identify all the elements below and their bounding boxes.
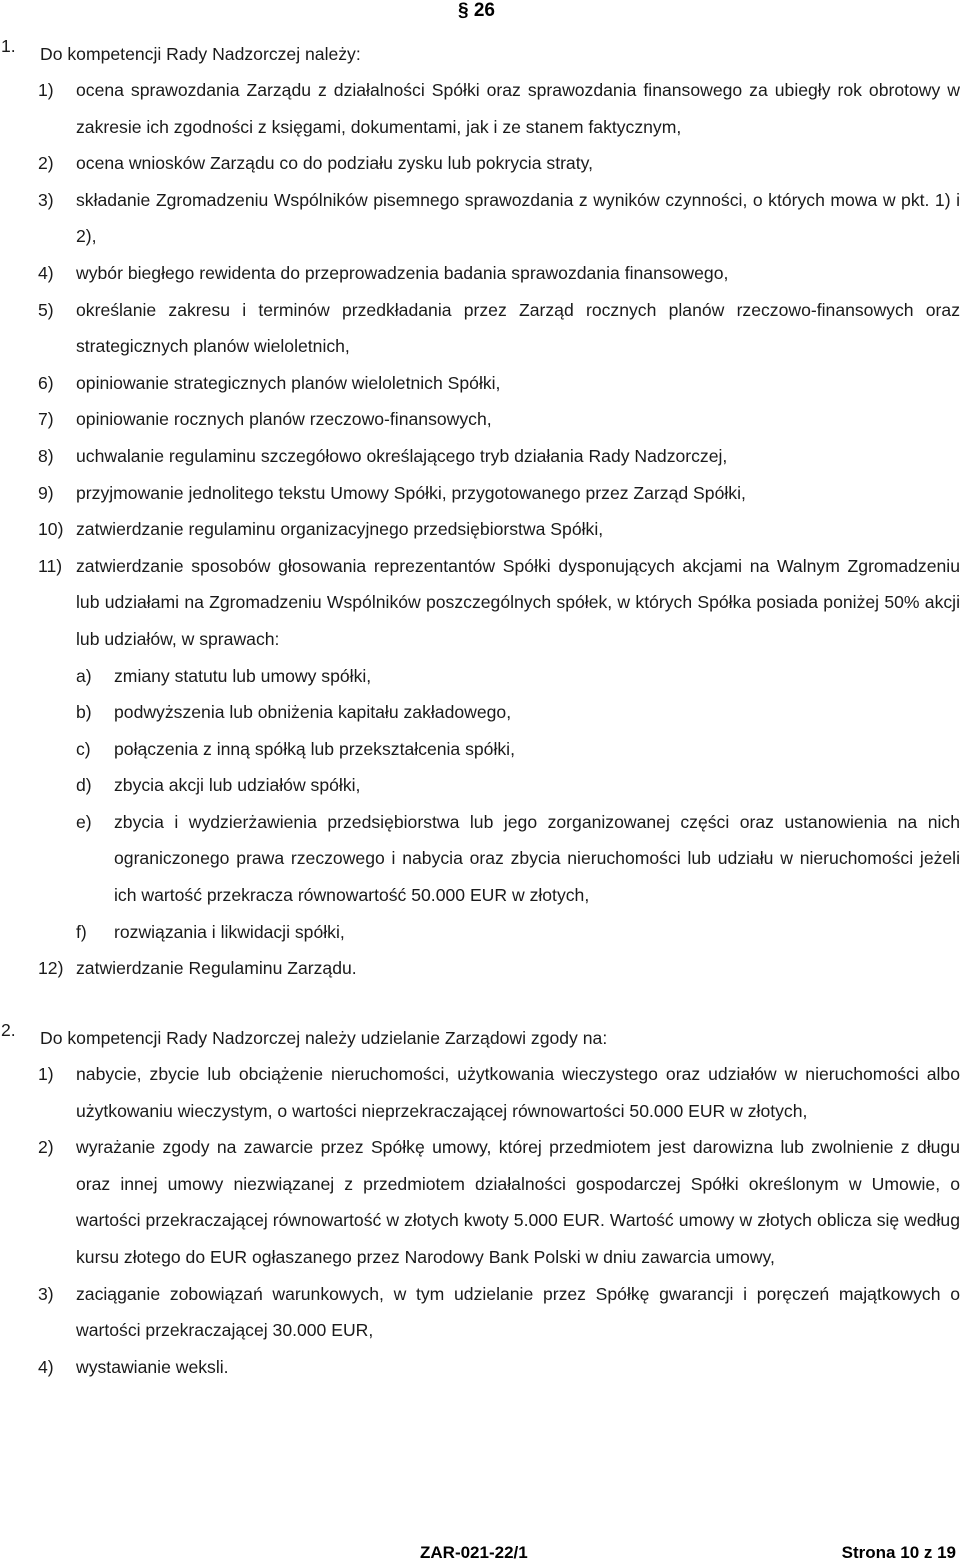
item-number: 3) [38,1283,54,1304]
section-heading: § 26 [458,0,495,21]
item-text: składanie Zgromadzeniu Wspólników pisemnego sprawozdania z wyników czynności, o których mowa w pkt. 1) i 2), [76,189,960,247]
sub-item-text: zmiany statutu lub umowy spółki, [114,665,372,686]
sub-item-text: zbycia i wydzierżawienia przedsiębiorstwa lub jego zorganizowanej części oraz ustanowienia na nich ograniczonego prawa rzeczowego i nabycia oraz zbycia nieruchomości lub udziału w nieruchomości jeżeli ich wartość przekracza równowartość 50.000 EUR w złotych, [114,811,960,906]
sub-item-letter: a) [76,665,92,686]
sub-item [76,731,960,768]
consent-list [8,1056,960,1385]
list-item [38,72,960,145]
item-number: 3) [38,189,54,210]
item-text: uchwalanie regulaminu szczegółowo określającego tryb działania Rady Nadzorczej, [76,445,728,466]
sub-item [76,767,960,804]
item-text: wyrażanie zgody na zawarcie przez Spółkę umowy, której przedmiotem jest darowizna lub zwolnienie z długu oraz innej umowy niezwiązanej z przedmiotem działalności gospodarczej Spółki określonym w Umowie, o wartości przekraczającej równowartość w złotych kwoty 5.000 EUR. Wartość umowy w złotych oblicza się według kursu złotego do EUR ogłaszanego przez Narodowy Bank Polski w dniu zawarcia umowy, [76,1137,960,1267]
item-number: 10) [38,519,64,540]
sub-item-letter: d) [76,775,92,796]
item-number: 1) [38,80,54,100]
item-number: 4) [38,262,54,283]
list-item [38,548,960,951]
section-number: 2. [1,1020,16,1040]
sub-item [76,694,960,731]
item-number: 7) [38,409,54,430]
document-code: ZAR-021-22/1 [420,1543,528,1562]
item-text: określanie zakresu i terminów przedkładania przez Zarząd rocznych planów rzeczowo-finansowych oraz strategicznych planów wieloletnich, [76,299,960,357]
item-number: 2) [38,1137,54,1158]
list-item [38,1276,960,1349]
item-text: nabycie, zbycie lub obciążenie nieruchomości, użytkowania wieczystego oraz udziałów w nieruchomości albo użytkowaniu wieczystym, o wartości nieprzekraczającej równowartości 50.000 EUR w złotych, [76,1064,960,1121]
sub-item [76,914,960,951]
sub-item-text: zbycia akcji lub udziałów spółki, [114,775,361,796]
sub-item-letter: b) [76,702,92,723]
section-item [1,1020,960,1385]
item-text: wybór biegłego rewidenta do przeprowadzenia badania sprawozdania finansowego, [76,262,729,283]
sub-item-text: rozwiązania i likwidacji spółki, [114,921,345,942]
item-text: zatwierdzanie regulaminu organizacyjnego przedsiębiorstwa Spółki, [76,519,604,540]
item-number: 12) [38,958,64,979]
sub-item-letter: e) [76,811,92,832]
section-1 [1,36,960,987]
item-text: wystawianie weksli. [76,1356,229,1377]
item-text: zatwierdzanie sposobów głosowania reprezentantów Spółki dysponujących akcjami na Walnym Zgromadzeniu lub udziałami na Zgromadzeniu Wspólników poszczególnych spółek, w których Spółka posiada poniżej 50% akcji lub udziałów, w sprawach: [76,555,960,649]
item-text: zaciąganie zobowiązań warunkowych, w tym udzielanie przez Spółkę gwarancji i poręczeń majątkowych o wartości przekraczającej 30.000 EUR, [76,1283,960,1341]
item-number: 2) [38,153,54,174]
item-text: opiniowanie strategicznych planów wieloletnich Spółki, [76,372,501,393]
sub-item [76,804,960,914]
list-item [38,145,960,182]
page-number: Strona 10 z 19 [841,1543,956,1562]
list-item [38,292,960,365]
list-item [38,365,960,402]
section-intro: Do kompetencji Rady Nadzorczej należy udzielanie Zarządowi zgody na: [40,1028,608,1048]
list-item [38,182,960,255]
item-number: 6) [38,372,54,393]
item-text: opiniowanie rocznych planów rzeczowo-finansowych, [76,409,492,430]
list-item [38,401,960,438]
sub-item-text: podwyższenia lub obniżenia kapitału zakładowego, [114,702,512,723]
item-number: 5) [38,299,54,320]
sub-item [76,658,960,695]
item-number: 9) [38,482,54,503]
list-item [38,255,960,292]
item-number: 4) [38,1356,54,1377]
section-item [1,36,960,987]
sub-item-letter: c) [76,738,91,759]
section-number: 1. [1,36,16,56]
item-text: ocena sprawozdania Zarządu z działalności Spółki oraz sprawozdania finansowego za ubiegły rok obrotowy w zakresie ich zgodności z księgami, dokumentami, jak i ze stanem faktycznym, [76,80,960,137]
item-text: zatwierdzanie Regulaminu Zarządu. [76,958,357,979]
sub-item-text: połączenia z inną spółką lub przekształcenia spółki, [114,738,515,759]
competence-list [8,72,960,987]
list-item [38,511,960,548]
sub-list [76,658,960,951]
list-item [38,950,960,987]
list-item [38,438,960,475]
item-text: ocena wniosków Zarządu co do podziału zysku lub pokrycia straty, [76,153,593,174]
list-item [38,1349,960,1386]
list-item [38,1056,960,1129]
item-number: 8) [38,445,54,466]
item-number: 11) [38,555,63,576]
list-item [38,1129,960,1275]
item-text: przyjmowanie jednolitego tekstu Umowy Spółki, przygotowanego przez Zarząd Spółki, [76,482,746,503]
sub-item-letter: f) [76,921,87,942]
list-item [38,475,960,512]
item-number: 1) [38,1064,54,1084]
section-intro: Do kompetencji Rady Nadzorczej należy: [40,44,361,64]
section-2 [1,1020,960,1385]
